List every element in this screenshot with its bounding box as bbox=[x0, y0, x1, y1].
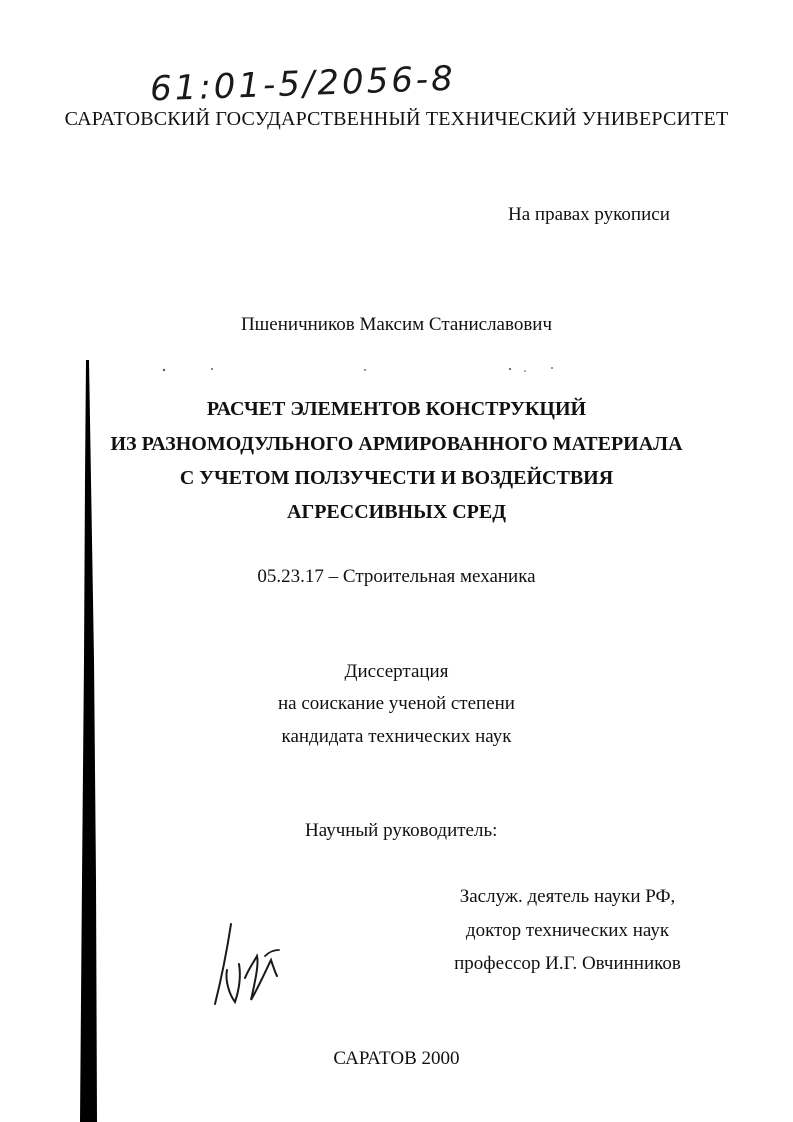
dissertation-title-line: АГРЕССИВНЫХ СРЕД bbox=[287, 501, 506, 523]
city-and-year: САРАТОВ 2000 bbox=[333, 1048, 460, 1069]
supervisor-line: Заслуж. деятель науки РФ, bbox=[459, 886, 676, 907]
degree-line: Диссертация bbox=[344, 661, 449, 682]
dissertation-title-line: ИЗ РАЗНОМОДУЛЬНОГО АРМИРОВАННОГО МАТЕРИАЛА bbox=[110, 433, 683, 455]
supervisor-label: Научный руководитель: bbox=[305, 820, 498, 841]
handwritten-signature bbox=[205, 920, 285, 1010]
dissertation-title-line: РАСЧЕТ ЭЛЕМЕНТОВ КОНСТРУКЦИЙ bbox=[206, 398, 587, 420]
author-name: Пшеничников Максим Станиславович bbox=[240, 314, 553, 335]
scan-dust-marks bbox=[160, 366, 560, 374]
university-name: САРАТОВСКИЙ ГОСУДАРСТВЕННЫЙ ТЕХНИЧЕСКИЙ УНИВЕРСИТЕТ bbox=[64, 108, 729, 130]
supervisor-line: доктор технических наук bbox=[465, 920, 670, 941]
degree-line: кандидата технических наук bbox=[281, 726, 512, 747]
dissertation-title-line: С УЧЕТОМ ПОЛЗУЧЕСТИ И ВОЗДЕЙСТВИЯ bbox=[179, 467, 614, 489]
manuscript-rights-note: На правах рукописи bbox=[508, 204, 670, 225]
degree-line: на соискание ученой степени bbox=[278, 693, 515, 714]
archive-code-handwritten: 61:01-5/2056-8 bbox=[149, 58, 457, 110]
supervisor-line: профессор И.Г. Овчинников bbox=[454, 953, 681, 974]
specialty-code: 05.23.17 – Строительная механика bbox=[257, 566, 536, 587]
